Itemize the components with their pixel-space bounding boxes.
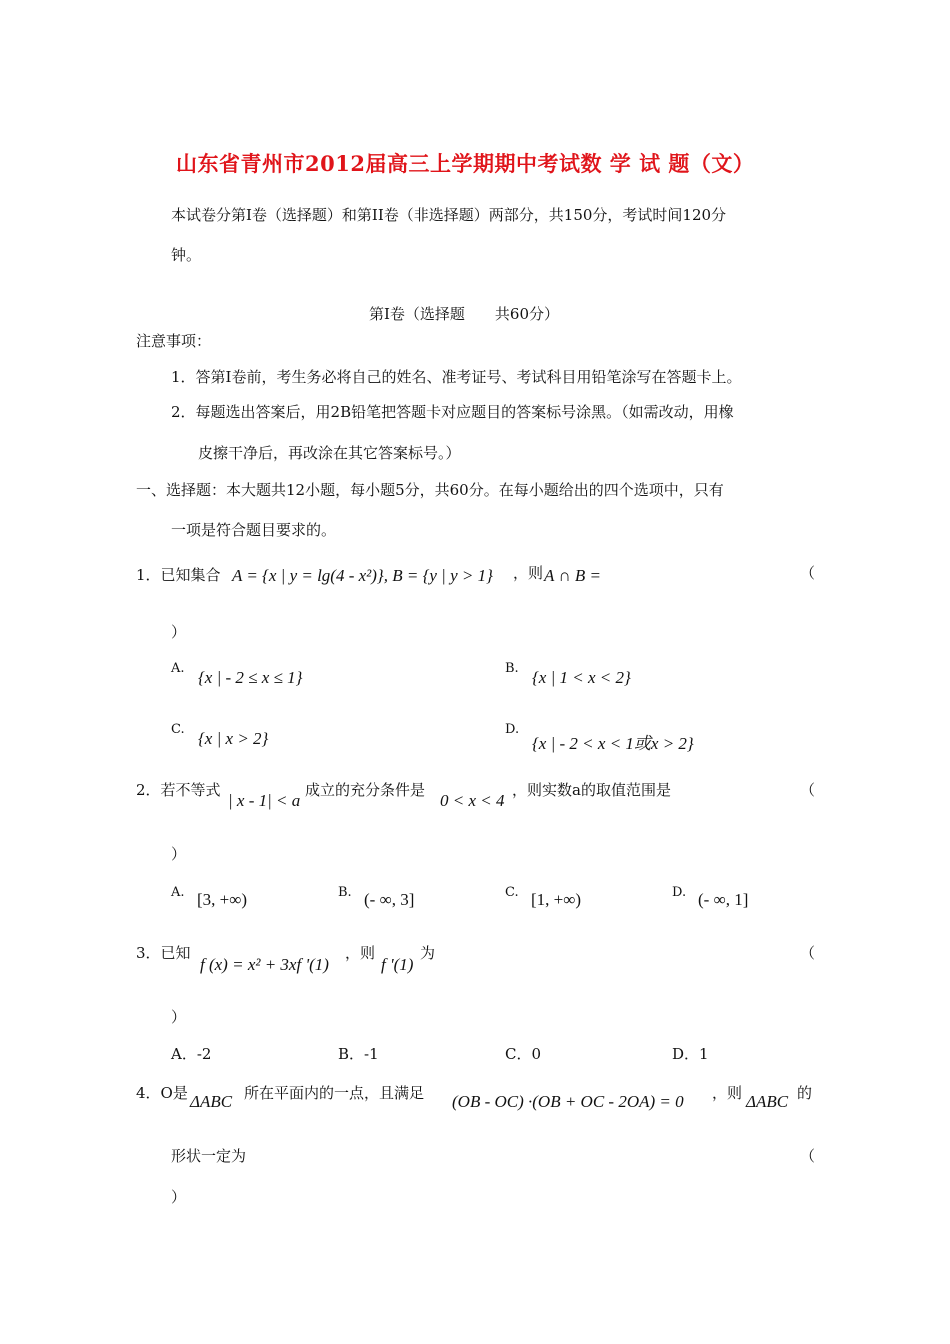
q2-option-c: [1, +∞) (531, 890, 582, 909)
q2-cond-math: 0 < x < 4 (440, 791, 505, 810)
q1-set-math: A = {x | y = lg(4 - x²)}, B = {y | y > 1} (232, 566, 493, 585)
q3-function-math: f (x) = x² + 3xf '(1) (200, 955, 329, 974)
q2-option-d: (- ∞, 1] (698, 890, 749, 909)
notice-item-2-line-1: 2．每题选出答案后，用2B铅笔把答题卡对应题目的答案标号涂黑。（如需改动，用橡 (171, 403, 734, 421)
q1-option-d-label: D. (505, 722, 520, 737)
q2-option-b: (- ∞, 3] (364, 890, 415, 909)
q3-tail-2: 为 (420, 944, 436, 962)
q1-option-b: {x | 1 < x < 2} (532, 668, 631, 687)
q2-tail: ，则实数a的取值范围是 (512, 781, 671, 799)
intro-line-2: 钟。 (171, 246, 202, 264)
section-heading: 第Ⅰ卷（选择题 共60分） (369, 305, 560, 323)
q4-stem-text: O是 (160, 1084, 188, 1102)
q3-option-d: D．1 (672, 1045, 709, 1063)
q3-paren-open: （ (800, 944, 816, 962)
q3-stem-text: 已知 (160, 944, 191, 962)
q1-stem (136, 565, 221, 585)
q3-option-a: A．-2 (171, 1045, 212, 1063)
q3-derivative-math: f '(1) (381, 955, 414, 974)
q1-option-c-label: C. (171, 722, 185, 737)
q1-tail-math: A ∩ B = (544, 566, 601, 585)
q2-option-d-label: D. (672, 885, 687, 900)
q4-tail: ，则 (712, 1084, 743, 1102)
q4-line-2: 形状一定为 (171, 1147, 247, 1165)
q2-number: 2． (136, 781, 161, 799)
q3-number: 3． (136, 944, 161, 962)
q4-triangle-math: ΔABC (190, 1092, 233, 1111)
q2-option-c-label: C. (505, 885, 519, 900)
q1-option-d: {x | - 2 < x < 1或x > 2} (532, 734, 694, 753)
q1-option-c: {x | x > 2} (198, 729, 269, 748)
q1-stem-text: 已知集合 (160, 566, 221, 584)
part1-line-2: 一项是符合题目要求的。 (171, 521, 337, 539)
q2-paren-open: （ (800, 781, 816, 799)
q4-vector-math: (OB - OC) ·(OB + OC - 2OA) = 0 (452, 1092, 684, 1111)
q2-stem-text: 若不等式 (160, 781, 221, 799)
q1-tail: ，则 (513, 564, 544, 582)
q1-number: 1． (136, 566, 161, 584)
q2-option-a: [3, +∞) (197, 890, 248, 909)
q4-paren-close: ） (171, 1188, 187, 1206)
q2-ineq-math: | x - 1| < a (228, 791, 301, 810)
intro-line-1: 本试卷分第Ⅰ卷（选择题）和第II卷（非选择题）两部分，共150分，考试时间120分 (171, 206, 727, 224)
q4-number: 4． (136, 1084, 161, 1102)
q1-option-a-label: A. (171, 661, 185, 676)
q4-triangle-math-2: ΔABC (746, 1092, 789, 1111)
part1-line-1: 一、选择题：本大题共12小题，每小题5分，共60分。在每小题给出的四个选项中，只有 (136, 481, 724, 499)
q1-option-b-label: B. (505, 661, 519, 676)
exam-title: 山东省青州市2012届高三上学期期中考试数 学 试 题（文） (176, 151, 755, 176)
q2-option-b-label: B. (338, 885, 352, 900)
q4-stem (136, 1083, 188, 1103)
notice-item-2-line-2: 皮擦干净后，再改涂在其它答案标号。） (198, 444, 461, 462)
q3-option-b: B．-1 (338, 1045, 379, 1063)
notice-item-1: 1．答第Ⅰ卷前，考生务必将自己的姓名、准考证号、考试科目用铅笔涂写在答题卡上。 (171, 368, 742, 386)
q3-option-c: C．0 (505, 1045, 542, 1063)
q2-stem (136, 780, 221, 800)
q1-option-a: {x | - 2 ≤ x ≤ 1} (198, 668, 303, 687)
q2-mid: 成立的充分条件是 (305, 781, 426, 799)
q3-paren-close: ） (171, 1008, 187, 1026)
q2-option-a-label: A. (171, 885, 185, 900)
q4-paren-open: （ (800, 1147, 816, 1165)
q1-paren-close: ） (171, 623, 187, 641)
q4-mid: 所在平面内的一点，且满足 (244, 1084, 425, 1102)
q4-tail-2: 的 (797, 1084, 813, 1102)
q3-stem (136, 943, 191, 963)
notice-heading: 注意事项： (136, 332, 212, 350)
q2-paren-close: ） (171, 845, 187, 863)
q3-tail: ，则 (345, 944, 376, 962)
q1-paren-open: （ (800, 564, 816, 582)
